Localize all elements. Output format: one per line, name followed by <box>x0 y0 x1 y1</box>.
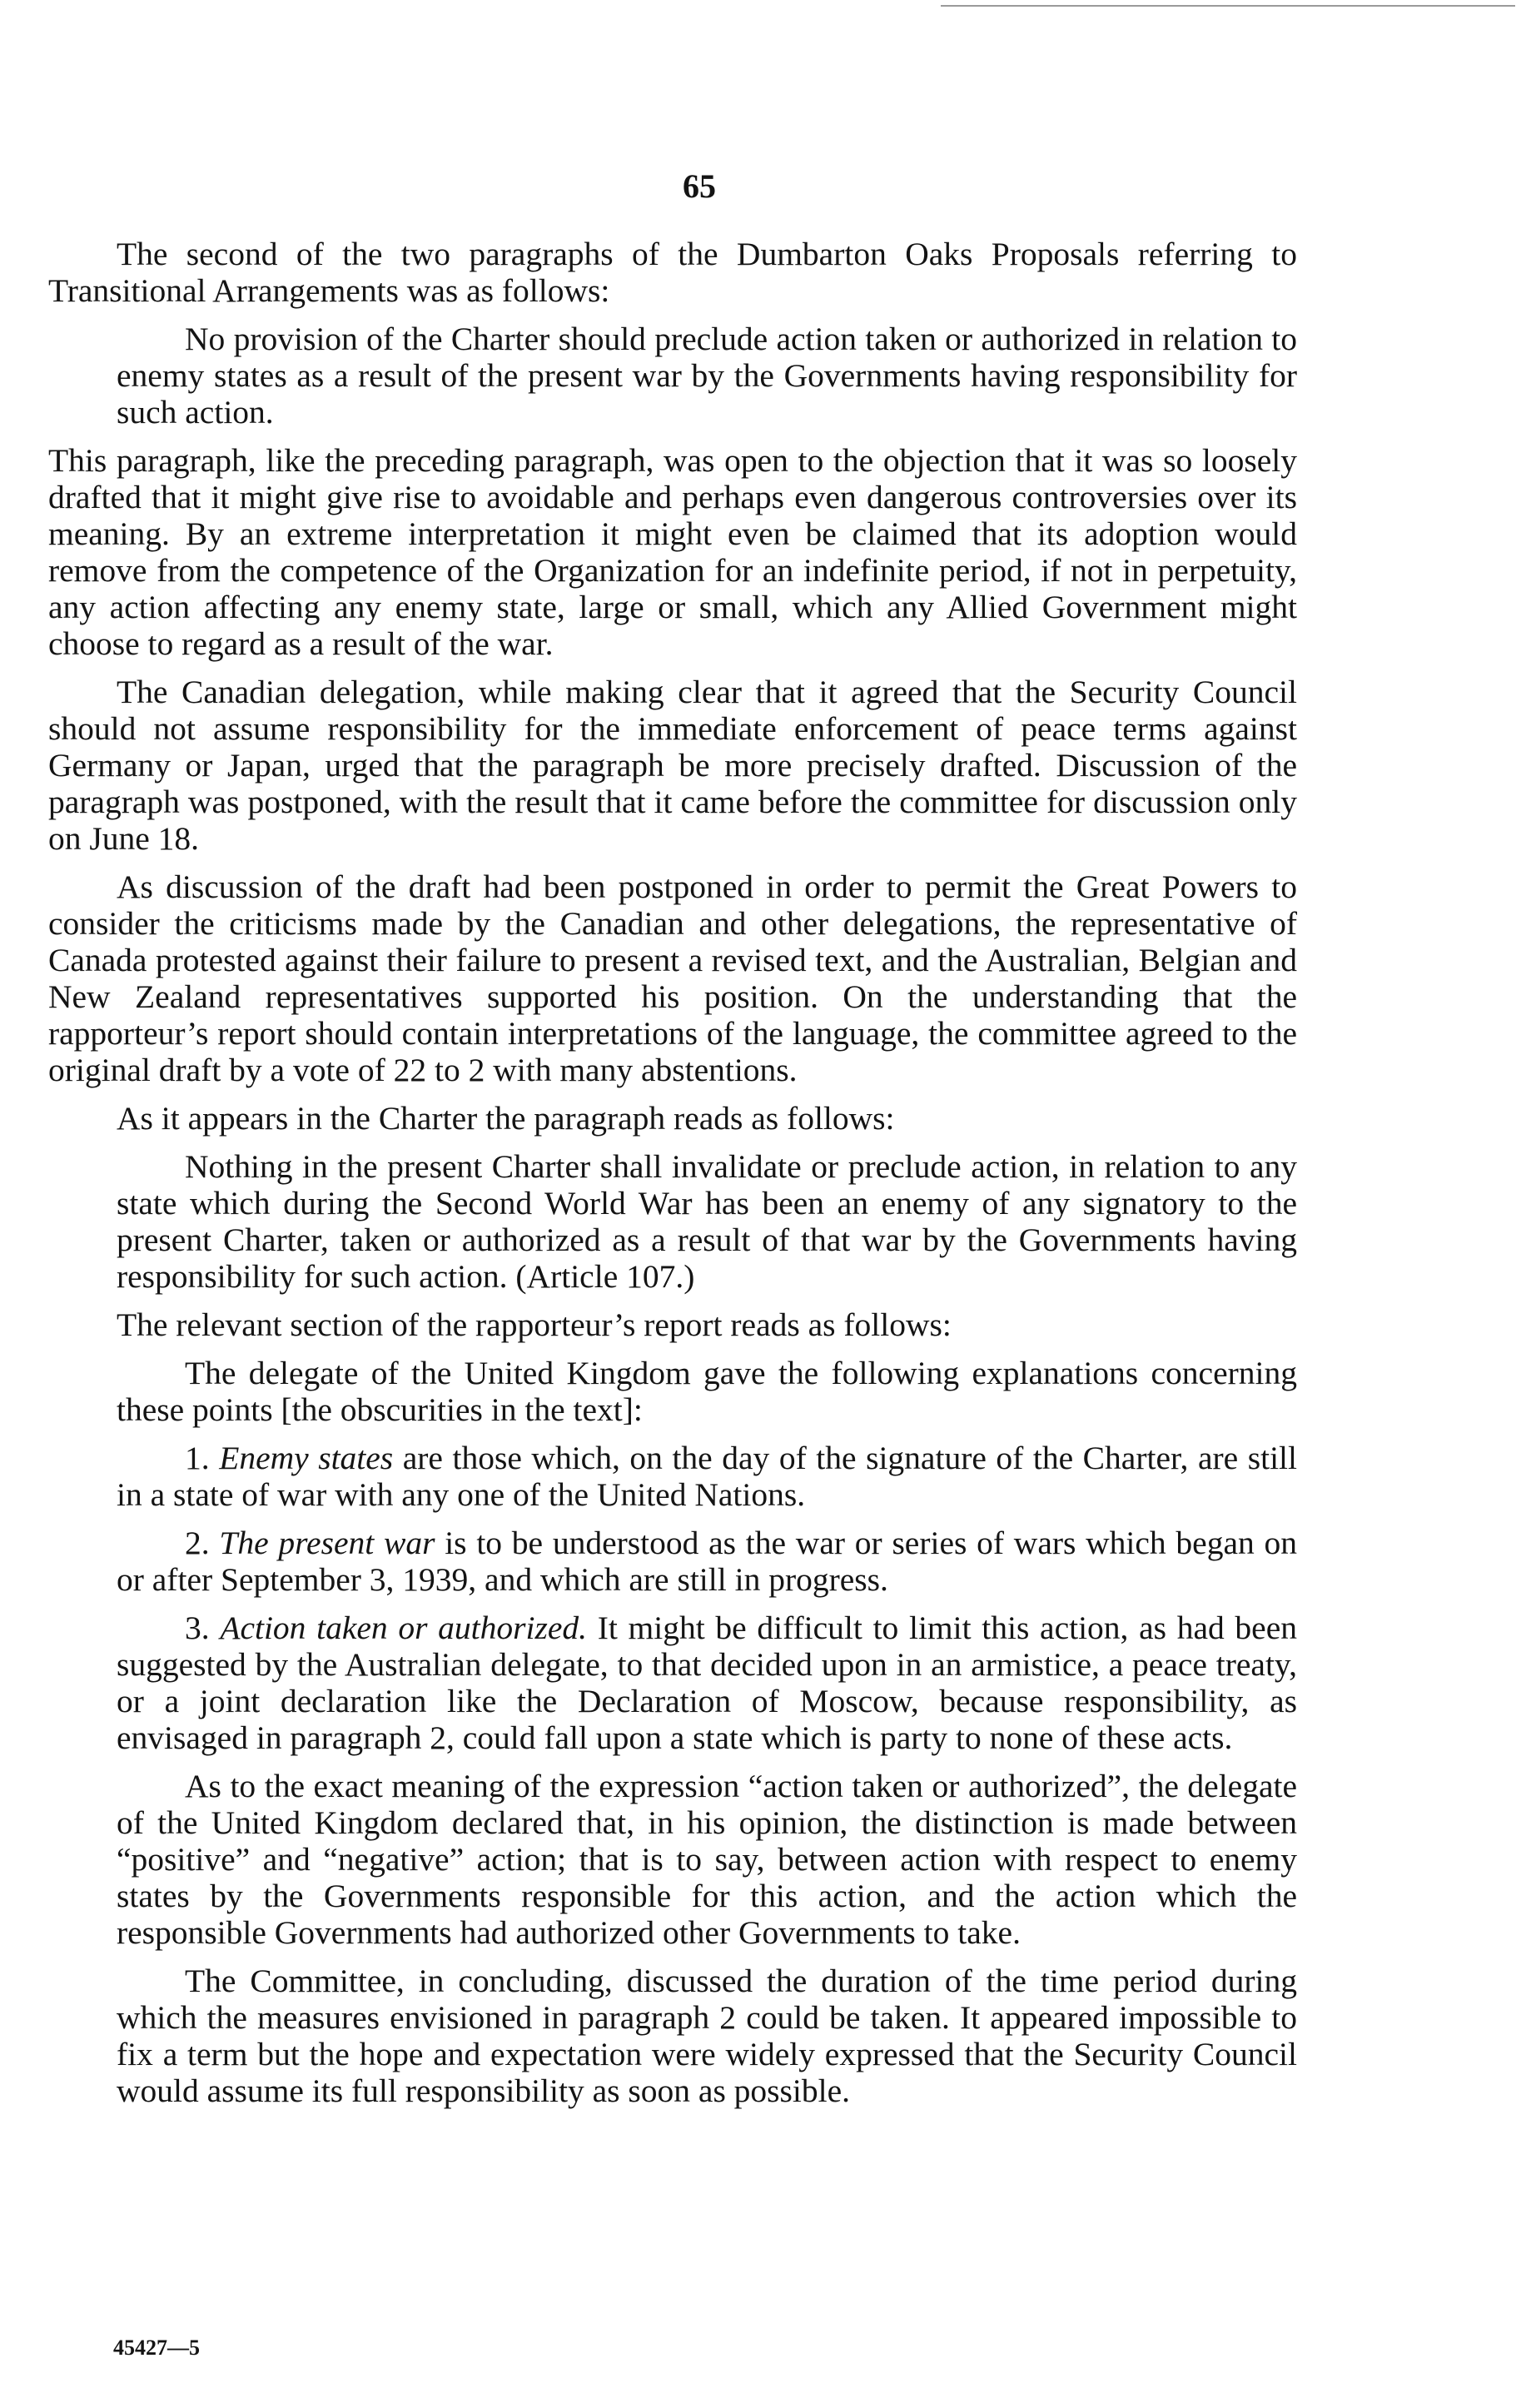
paragraph-canadian-delegation: The Canadian delegation, while making clear that it agreed that the Security Council should not assume responsibility for the immediate enforcement of peace terms against Germany or Japan, urged that the paragraph be more precisely drafted. Discussion of the paragraph was postponed, with the result that it came before the committee for discussion only on June 18. <box>48 674 1297 857</box>
paragraph-as-it-appears: As it appears in the Charter the paragraph reads as follows: <box>117 1100 895 1137</box>
report-exact-meaning: As to the exact meaning of the expression “action taken or authorized”, the delegate of the United Kingdom declared that, in his opinion, the distinction is made between “positive” and “negative” action; that is to say, between action with respect to enemy states by the Governments responsible for this action, and the action which the responsible Governments had authorized other Governments to take. <box>117 1768 1297 1951</box>
block-quote-dumbarton: No provision of the Charter should preclude action taken or authorized in relation to enemy states as a result of the present war by the Governments having responsibility for such action. <box>117 321 1297 430</box>
paragraph-objection: This paragraph, like the preceding paragraph, was open to the objection that it was so loosely drafted that it might give rise to avoidable and perhaps even dangerous controversies over its meaning. By an extreme interpretation it might even be claimed that its adoption would remove from the competence of the Organization for an indefinite period, if not in perpetuity, any action affecting any enemy state, large or small, which any Allied Government might choose to regard as a result of the war. <box>48 442 1297 662</box>
item-text: is to be understood as the war or series of wars which began on or after September 3, 1939, and which are still in progress. <box>117 1525 1297 1598</box>
item-number: 1. <box>185 1440 220 1476</box>
body-text <box>48 236 1297 2109</box>
item-number: 2. <box>185 1525 220 1561</box>
report-item-2 <box>117 1525 1297 1598</box>
paragraph-relevant-section: The relevant section of the rapporteur’s report reads as follows: <box>117 1306 952 1343</box>
report-item-1 <box>117 1440 1297 1513</box>
top-scan-rule <box>941 5 1515 7</box>
paragraph-intro: The second of the two paragraphs of the Dumbarton Oaks Proposals referring to Transitional Arrangements was as follows: <box>48 236 1297 309</box>
report-uk-delegate: The delegate of the United Kingdom gave the following explanations concerning these points [the obscurities in the text]: <box>117 1355 1297 1428</box>
item-term: The present war <box>219 1525 435 1561</box>
footer-print-code: 45427—5 <box>113 2336 200 2360</box>
item-text: It might be difficult to limit this action, as had been suggested by the Australian delegate, to that decided upon in an armistice, a peace treaty, or a joint declaration like the Declaration of Moscow, because responsibility, as envisaged in paragraph 2, could fall upon a state which is party to none of these acts. <box>117 1609 1298 1756</box>
item-term: Enemy states <box>219 1440 394 1476</box>
item-term: Action taken or authorized. <box>220 1609 588 1646</box>
item-number: 3. <box>185 1609 221 1646</box>
report-item-3 <box>117 1609 1297 1756</box>
page-number: 65 <box>683 167 716 205</box>
paragraph-postponed: As discussion of the draft had been postponed in order to permit the Great Powers to consider the criticisms made by the Canadian and other delegations, the representative of Canada protested against their failure to present a revised text, and the Australian, Belgian and New Zealand representatives supported his position. On the understanding that the rapporteur’s report should contain interpretations of the language, the committee agreed to the original draft by a vote of 22 to 2 with many abstentions. <box>48 868 1297 1088</box>
item-text: are those which, on the day of the signature of the Charter, are still in a state of war with any one of the United Nations. <box>117 1440 1298 1513</box>
report-concluding: The Committee, in concluding, discussed the duration of the time period during which the measures envisioned in paragraph 2 could be taken. It appeared impossible to fix a term but the hope and expectation were widely expressed that the Security Council would assume its full responsibility as soon as possible. <box>117 1963 1297 2109</box>
block-quote-charter: Nothing in the present Charter shall invalidate or preclude action, in relation to any state which during the Second World War has been an enemy of any signatory to the present Charter, taken or authorized as a result of that war by the Governments having responsibility for such action. (Article 107.) <box>117 1148 1297 1295</box>
